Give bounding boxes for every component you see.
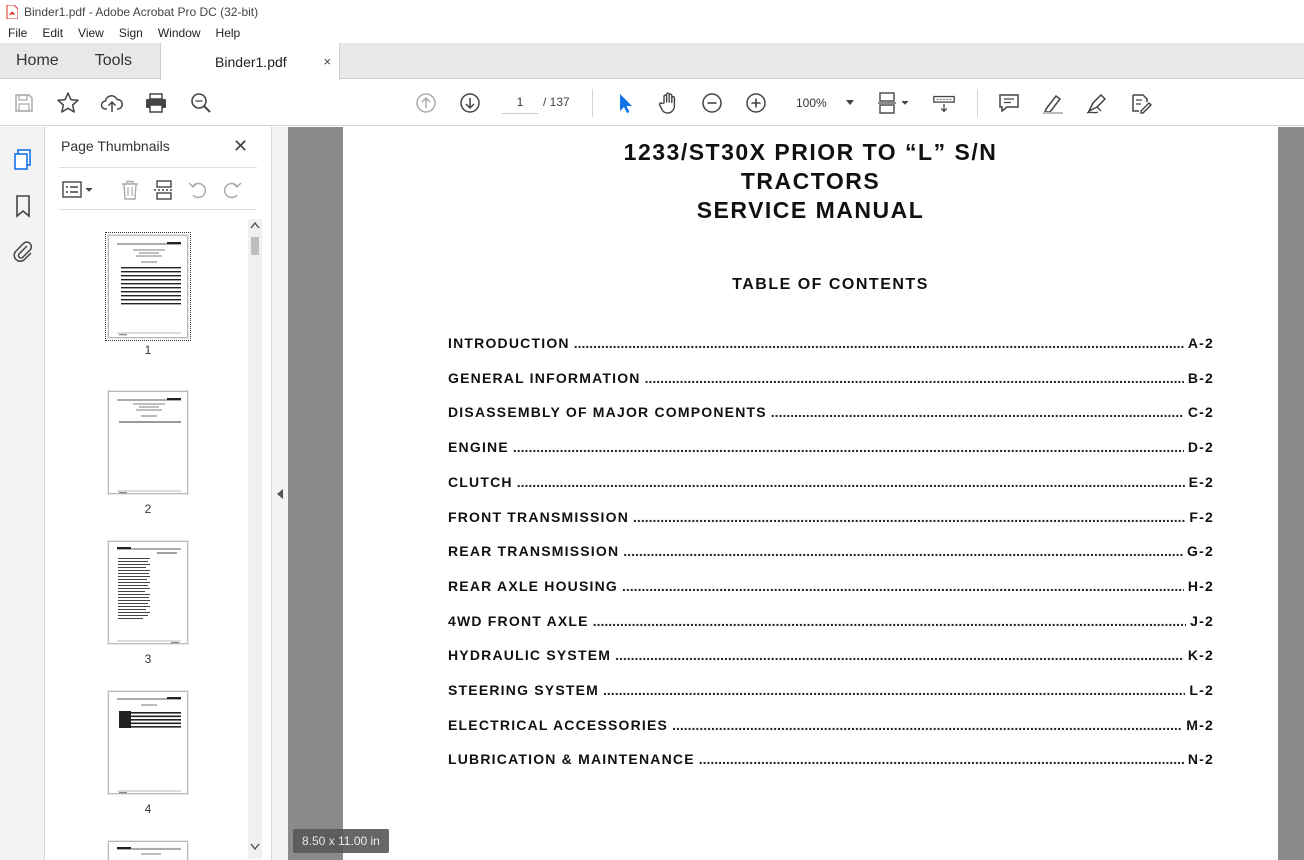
toc-entry-label: FRONT TRANSMISSION xyxy=(448,508,630,525)
page-1-preview xyxy=(109,236,189,339)
page-number-input[interactable] xyxy=(502,90,538,114)
divider xyxy=(59,167,257,168)
toc-entry-page: E-2 xyxy=(1188,473,1214,490)
toc-leader-dots xyxy=(603,682,1185,698)
toc-entry-label: 4WD FRONT AXLE xyxy=(448,612,589,629)
page-thumbnail[interactable] xyxy=(108,841,188,860)
toc-entry-page: K-2 xyxy=(1187,647,1214,664)
toc-entry-page: M-2 xyxy=(1186,716,1214,733)
toc-entry[interactable] xyxy=(448,578,1214,598)
toc-leader-dots xyxy=(574,335,1184,351)
toc-entry[interactable] xyxy=(448,613,1214,633)
chevron-left-icon xyxy=(277,489,283,499)
next-page-icon[interactable] xyxy=(458,91,482,115)
select-cursor-icon[interactable] xyxy=(613,91,637,115)
star-icon[interactable] xyxy=(56,91,80,115)
toc-entry[interactable] xyxy=(448,647,1214,667)
toc-entry-page: L-2 xyxy=(1189,682,1214,698)
toc-leader-dots xyxy=(513,439,1184,455)
page-4-preview xyxy=(109,692,189,795)
chevron-down-icon xyxy=(846,100,854,106)
toc-heading: TABLE OF CONTENTS xyxy=(732,276,929,293)
toc-entry-label: REAR TRANSMISSION xyxy=(448,543,620,560)
search-zoom-icon[interactable] xyxy=(189,91,213,115)
toc-entry[interactable] xyxy=(448,717,1214,737)
toc-entry-label: REAR AXLE HOUSING xyxy=(448,577,619,594)
toc-leader-dots xyxy=(699,751,1184,767)
toc-entry[interactable] xyxy=(448,404,1214,424)
toc-leader-dots xyxy=(615,647,1184,663)
toc-leader-dots xyxy=(593,613,1186,629)
menu-help[interactable]: Help xyxy=(215,26,241,40)
tab-tools[interactable]: Tools xyxy=(94,51,133,69)
menu-file[interactable]: File xyxy=(8,26,28,40)
toc-entry-page: B-2 xyxy=(1187,369,1214,386)
toc-entry[interactable] xyxy=(448,474,1214,494)
toc-entry[interactable] xyxy=(448,370,1214,390)
main-toolbar xyxy=(0,80,1304,126)
toc-entry-page: D-2 xyxy=(1187,439,1214,456)
menu-bar xyxy=(0,23,1304,43)
thumbnail-page-number: 1 xyxy=(144,343,152,357)
panel-title: Page Thumbnails xyxy=(61,138,170,154)
page-display-icon[interactable] xyxy=(876,91,912,115)
menu-sign[interactable]: Sign xyxy=(118,26,143,40)
toc-entry-page: F-2 xyxy=(1189,508,1214,525)
toc-entry-page: N-2 xyxy=(1187,751,1214,768)
previous-page-icon[interactable] xyxy=(414,91,438,115)
menu-view[interactable]: View xyxy=(78,26,104,40)
options-menu-icon[interactable] xyxy=(61,179,95,201)
toc-entry[interactable] xyxy=(448,335,1214,355)
scroll-mode-icon[interactable] xyxy=(932,91,956,115)
toc-entry-label: DISASSEMBLY OF MAJOR COMPONENTS xyxy=(448,404,767,421)
attachment-icon[interactable] xyxy=(11,239,35,263)
rotate-right-icon[interactable] xyxy=(221,179,243,201)
title-bar xyxy=(0,0,1304,23)
window-title: Binder1.pdf - Adobe Acrobat Pro DC (32-bit) xyxy=(24,4,259,19)
tab-close-icon[interactable]: × xyxy=(323,54,332,69)
divider xyxy=(59,209,257,210)
panel-toolbar xyxy=(59,173,257,207)
toc-entry[interactable] xyxy=(448,509,1214,529)
print-icon[interactable] xyxy=(144,91,168,115)
delete-icon[interactable] xyxy=(119,179,141,201)
bookmark-icon[interactable] xyxy=(11,194,35,218)
thumbnail-list xyxy=(45,217,260,860)
menu-edit[interactable]: Edit xyxy=(42,26,64,40)
toc-entry[interactable] xyxy=(448,543,1214,563)
edit-pdf-icon[interactable] xyxy=(1129,91,1153,115)
thumbnail-scrollbar[interactable] xyxy=(248,219,262,859)
rotate-left-icon[interactable] xyxy=(187,179,209,201)
toolbar-separator xyxy=(592,89,593,117)
scroll-down-icon[interactable] xyxy=(250,843,260,851)
save-icon[interactable] xyxy=(12,91,36,115)
toc-entry-page: G-2 xyxy=(1187,543,1214,560)
acrobat-logo-icon xyxy=(6,5,18,19)
toc-entry[interactable] xyxy=(448,439,1214,459)
toc-leader-dots xyxy=(633,509,1185,525)
toc-leader-dots xyxy=(645,370,1184,386)
zoom-out-icon[interactable] xyxy=(700,91,724,115)
page-5-preview xyxy=(109,842,189,860)
navigation-rail xyxy=(0,127,45,860)
toc-leader-dots xyxy=(517,474,1185,490)
extract-pages-icon[interactable] xyxy=(153,179,175,201)
toc-leader-dots xyxy=(623,543,1183,559)
page-3-preview xyxy=(109,542,189,645)
toc-entry-label: ELECTRICAL ACCESSORIES xyxy=(448,716,669,733)
zoom-in-icon[interactable] xyxy=(744,91,768,115)
upload-cloud-icon[interactable] xyxy=(100,91,124,115)
toc-entry-page: A-2 xyxy=(1187,335,1214,351)
toolbar-separator xyxy=(977,89,978,117)
thumbnail-page-number: 2 xyxy=(144,502,152,516)
tab-bar xyxy=(0,43,1304,79)
page-thumbnail[interactable] xyxy=(108,691,188,794)
zoom-value: 100% xyxy=(796,96,827,110)
toc-leader-dots xyxy=(672,717,1182,733)
toc-leader-dots xyxy=(622,578,1184,594)
document-title-line: 1233/ST30X PRIOR TO “L” S/N xyxy=(623,139,998,165)
highlight-pen-icon[interactable] xyxy=(1041,91,1065,115)
document-title-line: TRACTORS xyxy=(740,168,881,194)
toc-entry-label: CLUTCH xyxy=(448,473,513,490)
hand-tool-icon[interactable] xyxy=(656,91,680,115)
zoom-select[interactable] xyxy=(790,92,858,114)
toc-entry-label: INTRODUCTION xyxy=(448,335,570,351)
toc-entry[interactable] xyxy=(448,751,1214,771)
toc-entry-label: HYDRAULIC SYSTEM xyxy=(448,647,612,664)
pdf-page xyxy=(343,127,1278,860)
page-thumbnails-panel xyxy=(45,127,272,860)
scrollbar-thumb[interactable] xyxy=(251,237,259,255)
tab-document[interactable] xyxy=(160,43,340,80)
tab-document-label: Binder1.pdf xyxy=(215,53,287,70)
thumbnail-page-number: 4 xyxy=(144,802,152,816)
toc-entry-page: C-2 xyxy=(1187,404,1214,421)
toc-entry-label: STEERING SYSTEM xyxy=(448,682,600,698)
page-thumbnail[interactable] xyxy=(108,235,188,338)
toc-entry-page: H-2 xyxy=(1187,577,1214,594)
page-total-label: / 137 xyxy=(543,95,570,109)
toc-entry-label: LUBRICATION & MAINTENANCE xyxy=(448,751,695,768)
toc-entry-label: GENERAL INFORMATION xyxy=(448,369,641,386)
tab-home[interactable]: Home xyxy=(16,51,59,69)
document-view[interactable] xyxy=(288,127,1304,860)
toc-leader-dots xyxy=(771,404,1184,420)
page-thumbnails-icon[interactable] xyxy=(11,148,35,172)
sign-pen-icon[interactable] xyxy=(1085,91,1109,115)
page-size-indicator: 8.50 x 11.00 in xyxy=(293,829,389,853)
menu-window[interactable]: Window xyxy=(157,26,201,40)
page-2-preview xyxy=(109,392,189,495)
scroll-up-icon[interactable] xyxy=(250,221,260,229)
thumbnail-page-number: 3 xyxy=(144,652,152,666)
toc-entry[interactable] xyxy=(448,682,1214,702)
page-thumbnail[interactable] xyxy=(108,391,188,494)
collapse-panel-handle[interactable] xyxy=(272,127,288,860)
page-thumbnail[interactable] xyxy=(108,541,188,644)
close-icon[interactable]: ✕ xyxy=(233,136,249,156)
document-title-line: SERVICE MANUAL xyxy=(696,197,925,223)
toc-entry-label: ENGINE xyxy=(448,439,509,456)
toc-entry-page: J-2 xyxy=(1190,612,1214,629)
comment-icon[interactable] xyxy=(997,91,1021,115)
